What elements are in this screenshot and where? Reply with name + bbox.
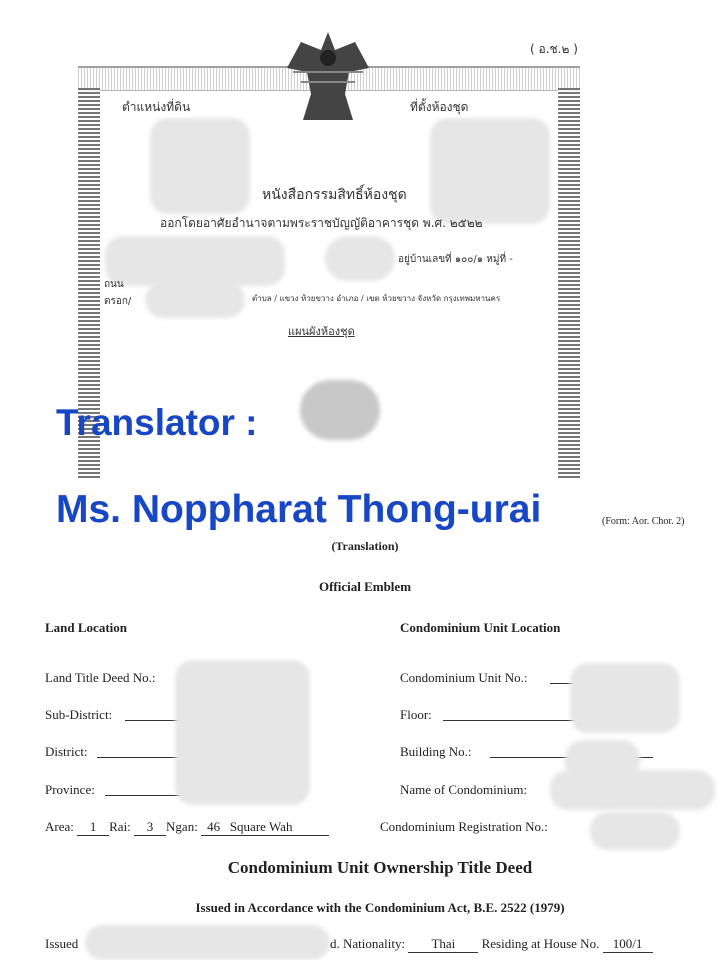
- deed-title: Condominium Unit Ownership Title Deed: [227, 858, 533, 877]
- thai-address-line: ตำบล / แขวง ห้วยขวาง อำเภอ / เขต ห้วยขวาง จังหวัด กรุงเทพมหานคร: [252, 294, 501, 303]
- floor-label: Floor:: [400, 707, 432, 722]
- issued-label: Issued: [45, 936, 79, 951]
- ngan-label: Ngan:: [166, 819, 198, 834]
- sub-district-label: Sub-District:: [45, 707, 113, 722]
- district-label: District:: [45, 744, 88, 759]
- unit-no-label: Condominium Unit No.:: [400, 670, 528, 685]
- thai-road-label: ถนน: [104, 279, 124, 290]
- condominium-name-label: Name of Condominium:: [400, 782, 528, 797]
- emblem-label: Official Emblem: [318, 579, 412, 594]
- wah-label: Square Wah: [229, 819, 293, 834]
- residing-label: Residing at House No.: [481, 936, 600, 951]
- thai-house-no-line: อยู่บ้านเลขที่ ๑๐๐/๑ หมู่ที่ -: [398, 254, 513, 265]
- land-location-heading: Land Location: [45, 620, 127, 635]
- house-no-value: 100/1: [603, 936, 653, 953]
- unit-location-heading: Condominium Unit Location: [400, 620, 561, 635]
- form-label: (Form: Aor. Chor. 2): [602, 516, 685, 527]
- thai-form-code: ( อ.ช.๒ ): [530, 42, 578, 56]
- thai-left-heading: ตำแหน่งที่ดิน: [122, 98, 190, 117]
- building-no-label: Building No.:: [400, 744, 472, 759]
- translator-name: Ms. Noppharat Thong-urai: [56, 488, 542, 531]
- redacted-block: [145, 282, 245, 318]
- thai-right-heading: ที่ตั้งห้องชุด: [410, 98, 468, 117]
- area-label: Area:: [45, 819, 74, 834]
- nationality-value: Thai: [408, 936, 478, 953]
- thai-alley-label: ตรอก/: [104, 296, 132, 307]
- thai-title: หนังสือกรรมสิทธิ์ห้องชุด: [262, 187, 407, 203]
- nationality-label: d. Nationality:: [330, 936, 406, 951]
- square-wah: [201, 819, 329, 836]
- redacted-block: [550, 770, 715, 810]
- smudged-signature: [300, 380, 380, 440]
- wah-value: 46: [207, 819, 221, 834]
- thai-plan-label: แผนผังห้องชุด: [288, 325, 355, 338]
- decorative-border-right: [558, 88, 580, 478]
- redacted-block: [590, 812, 680, 850]
- redacted-block: [150, 118, 250, 214]
- rai-value: 1: [77, 819, 109, 836]
- redacted-block: [85, 925, 330, 960]
- nationality-row: [330, 936, 653, 953]
- province-label: Province:: [45, 782, 95, 797]
- rai-label: Rai:: [109, 819, 131, 834]
- garuda-emblem-icon: [283, 28, 373, 128]
- ngan-value: 3: [134, 819, 166, 836]
- redacted-block: [570, 663, 680, 733]
- land-title-deed-no-label: Land Title Deed No.:: [45, 670, 156, 685]
- thai-subtitle: ออกโดยอาศัยอำนาจตามพระราชบัญญัติอาคารชุด พ.ศ. ๒๕๒๒: [160, 216, 483, 230]
- redacted-block: [105, 236, 285, 286]
- redacted-block: [430, 118, 550, 224]
- registration-no-label: Condominium Registration No.:: [380, 819, 548, 834]
- redacted-block: [325, 236, 395, 281]
- translation-label: (Translation): [331, 539, 399, 553]
- redacted-block: [175, 660, 310, 805]
- area-row: [45, 819, 329, 836]
- deed-subtitle: Issued in Accordance with the Condominium Act, B.E. 2522 (1979): [195, 900, 565, 915]
- translator-label: Translator :: [56, 402, 258, 443]
